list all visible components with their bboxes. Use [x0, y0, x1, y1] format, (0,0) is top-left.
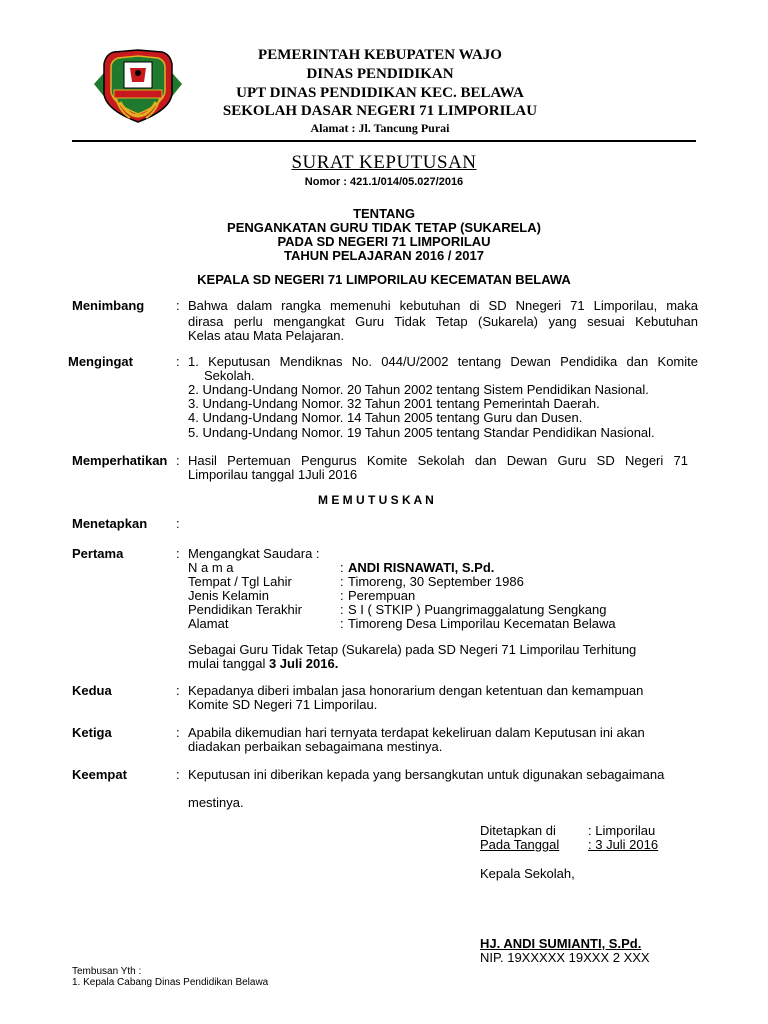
- memperhatikan-colon: :: [176, 453, 180, 468]
- menetapkan-colon: :: [176, 516, 180, 531]
- kedua-line-1: Kepadanya diberi imbalan jasa honorarium dengan ketentuan dan kemampuan: [188, 683, 644, 698]
- pertama-line-2-prefix: mulai tanggal: [188, 656, 269, 671]
- cc-label: Tembusan Yth :: [72, 966, 142, 977]
- pertama-line-2: [188, 656, 338, 672]
- header-rule: [72, 140, 696, 142]
- signature-place-value: : Limporilau: [588, 823, 656, 838]
- kedua-label: Kedua: [72, 683, 112, 698]
- field-key-name: N a m a: [188, 560, 234, 575]
- document-title: SURAT KEPUTUSAN: [291, 152, 477, 173]
- field-value-education: S I ( STKIP ) Puangrimaggalatung Sengkang: [348, 602, 607, 617]
- menimbang-line-3: Kelas atau Mata Pelajaran.: [188, 328, 345, 343]
- memperhatikan-line-2: Limporilau tanggal 1Juli 2016: [188, 467, 358, 482]
- about-line-1: PENGANKATAN GURU TIDAK TETAP (SUKARELA): [227, 220, 541, 235]
- signature-position: Kepala Sekolah,: [480, 866, 575, 881]
- field-colon: :: [340, 560, 344, 575]
- mengingat-label: Mengingat: [68, 354, 133, 369]
- mengingat-item-5: 5. Undang-Undang Nomor. 19 Tahun 2005 tentang Standar Pendidikan Nasional.: [188, 425, 655, 440]
- keempat-line-1: Keputusan ini diberikan kepada yang bersangkutan untuk digunakan sebagaimana: [188, 767, 665, 782]
- pertama-label: Pertama: [72, 546, 124, 561]
- mengingat-item-2: 2. Undang-Undang Nomor. 20 Tahun 2002 tentang Sistem Pendidikan Nasional.: [188, 382, 649, 397]
- header-line-4: SEKOLAH DASAR NEGERI 71 LIMPORILAU: [222, 103, 538, 119]
- pertama-line-1: Sebagai Guru Tidak Tetap (Sukarela) pada SD Negeri 71 Limporilau Terhitung: [188, 642, 637, 657]
- field-key-birth: Tempat / Tgl Lahir: [188, 574, 292, 589]
- signature-date-label: Pada Tanggal: [480, 837, 560, 852]
- issuer: KEPALA SD NEGERI 71 LIMPORILAU KECEMATAN BELAWA: [197, 272, 571, 287]
- field-key-gender: Jenis Kelamin: [188, 588, 269, 603]
- menimbang-colon: :: [176, 298, 180, 313]
- about-line-3: TAHUN PELAJARAN 2016 / 2017: [284, 248, 484, 263]
- pertama-intro: Mengangkat Saudara :: [188, 546, 320, 561]
- signature-name: HJ. ANDI SUMIANTI, S.Pd.: [480, 936, 642, 951]
- header-address: Alamat : Jl. Tancung Purai: [310, 121, 450, 135]
- menimbang-line-2: dirasa perlu mengangkat Guru Tidak Tetap (Sukarela) yang sesuai Kebutuhan: [188, 314, 698, 329]
- cc-item-1: 1. Kepala Cabang Dinas Pendidikan Belawa: [72, 977, 269, 988]
- field-value-birth: Timoreng, 30 September 1986: [348, 574, 524, 589]
- mengingat-item-3: 3. Undang-Undang Nomor. 32 Tahun 2001 tentang Pemerintah Daerah.: [188, 396, 600, 411]
- regency-emblem: [90, 42, 186, 128]
- field-colon: :: [340, 574, 344, 589]
- ketiga-label: Ketiga: [72, 725, 112, 740]
- memperhatikan-line-1: Hasil Pertemuan Pengurus Komite Sekolah dan Dewan Guru SD Negeri 71: [188, 453, 688, 468]
- field-key-education: Pendidikan Terakhir: [188, 602, 302, 617]
- header-line-1: PEMERINTAH KEBUPATEN WAJO: [258, 47, 502, 63]
- mengingat-item-1: 1. Keputusan Mendiknas No. 044/U/2002 tentang Dewan Pendidika dan Komite: [188, 354, 698, 369]
- field-value-name: ANDI RISNAWATI, S.Pd.: [348, 560, 495, 575]
- field-key-address: Alamat: [188, 616, 229, 631]
- kedua-line-2: Komite SD Negeri 71 Limporilau.: [188, 697, 378, 712]
- about-label: TENTANG: [353, 206, 415, 221]
- keempat-line-2: mestinya.: [188, 795, 244, 810]
- field-value-address: Timoreng Desa Limporilau Kecematan Belawa: [348, 616, 616, 631]
- menimbang-line-1: Bahwa dalam rangka memenuhi kebutuhan di SD Nnegeri 71 Limporilau, maka: [188, 298, 698, 313]
- signature-date-value: : 3 Juli 2016: [588, 837, 659, 852]
- signature-nip: NIP. 19XXXXX 19XXX 2 XXX: [480, 950, 650, 965]
- field-colon: :: [340, 616, 344, 631]
- menimbang-label: Menimbang: [72, 298, 145, 313]
- ketiga-line-1: Apabila dikemudian hari ternyata terdapat kekeliruan dalam Keputusan ini akan: [188, 725, 645, 740]
- ketiga-colon: :: [176, 725, 180, 740]
- field-value-gender: Perempuan: [348, 588, 416, 603]
- keempat-label: Keempat: [72, 767, 127, 782]
- decision-heading: M E M U T U S K A N: [318, 493, 434, 507]
- field-colon: :: [340, 602, 344, 617]
- header-line-2: DINAS PENDIDIKAN: [306, 66, 454, 82]
- signature-place-label: Ditetapkan di: [480, 823, 556, 838]
- field-colon: :: [340, 588, 344, 603]
- menetapkan-label: Menetapkan: [72, 516, 148, 531]
- header-line-3: UPT DINAS PENDIDIKAN KEC. BELAWA: [236, 85, 524, 101]
- mengingat-item-1-cont: Sekolah.: [204, 368, 255, 383]
- memperhatikan-label: Memperhatikan: [72, 453, 168, 468]
- keempat-colon: :: [176, 767, 180, 782]
- about-line-2: PADA SD NEGERI 71 LIMPORILAU: [277, 234, 491, 249]
- kedua-colon: :: [176, 683, 180, 698]
- pertama-start-date: 3 Juli 2016.: [268, 656, 339, 671]
- mengingat-colon: :: [176, 354, 180, 369]
- document-number: Nomor : 421.1/014/05.027/2016: [304, 176, 464, 188]
- mengingat-item-4: 4. Undang-Undang Nomor. 14 Tahun 2005 tentang Guru dan Dusen.: [188, 410, 583, 425]
- ketiga-line-2: diadakan perbaikan sebagaimana mestinya.: [188, 739, 443, 754]
- pertama-colon: :: [176, 546, 180, 561]
